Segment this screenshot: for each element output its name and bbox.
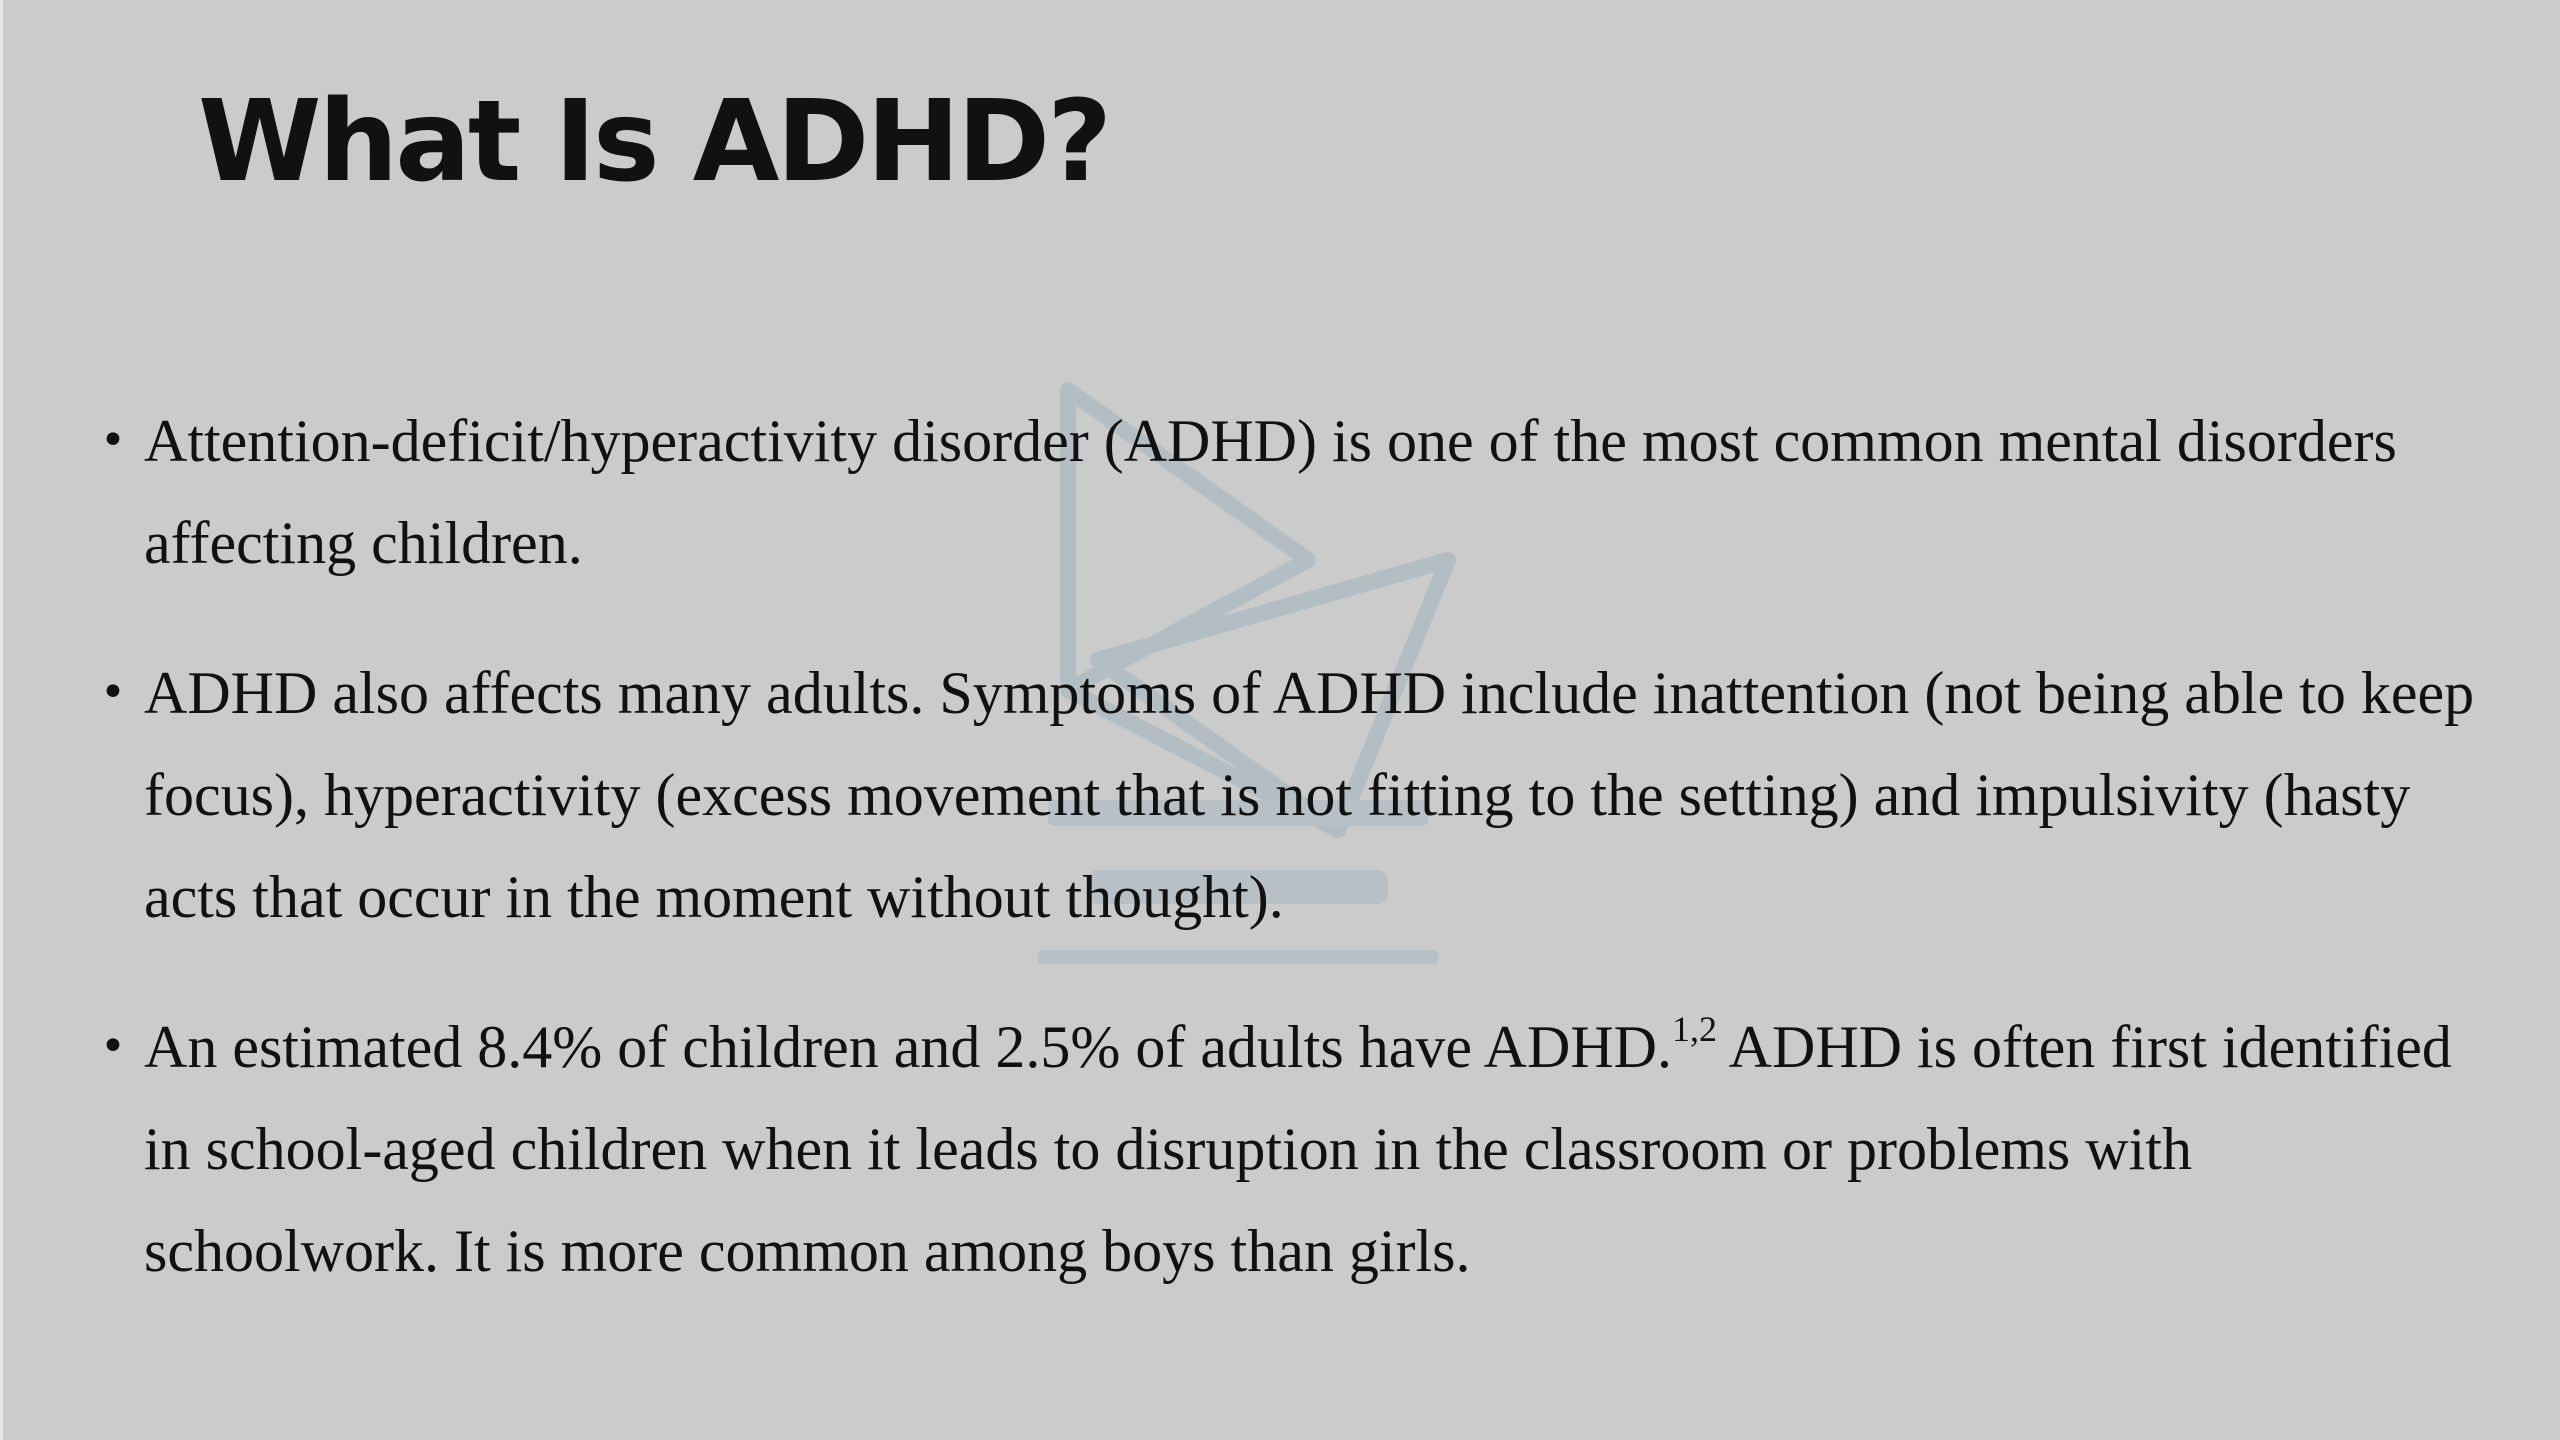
slide-title: What Is ADHD? <box>198 77 1110 207</box>
bullet-text: Attention-deficit/hyperactivity disorder (ADHD) is one of the most common mental disorders affecting children. <box>144 408 2397 576</box>
bullet-text <box>144 1009 2452 1284</box>
bullet-item <box>98 642 2478 948</box>
bullet-dot-icon: • <box>100 667 126 718</box>
bullet-list <box>98 390 2478 1350</box>
reference-superscript: 1,2 <box>1671 1009 1717 1049</box>
bullet-dot-icon: • <box>100 415 126 466</box>
bullet-item <box>98 996 2478 1302</box>
bullet-dot-icon: • <box>100 1021 126 1072</box>
bullet-text-after-ref: ADHD is often first identified in school-aged children when it leads to disruption in the classroom or problems with schoolwork. It is more common among boys than girls. <box>144 1014 2452 1284</box>
bullet-item <box>98 390 2478 594</box>
bullet-text-before-ref: An estimated 8.4% of children and 2.5% of adults have ADHD. <box>144 1014 1672 1080</box>
bullet-text: ADHD also affects many adults. Symptoms of ADHD include inattention (not being able to keep focus), hyperactivity (excess movement that is not fitting to the setting) and impulsivity (hasty acts that occur in the moment without thought). <box>144 660 2475 930</box>
